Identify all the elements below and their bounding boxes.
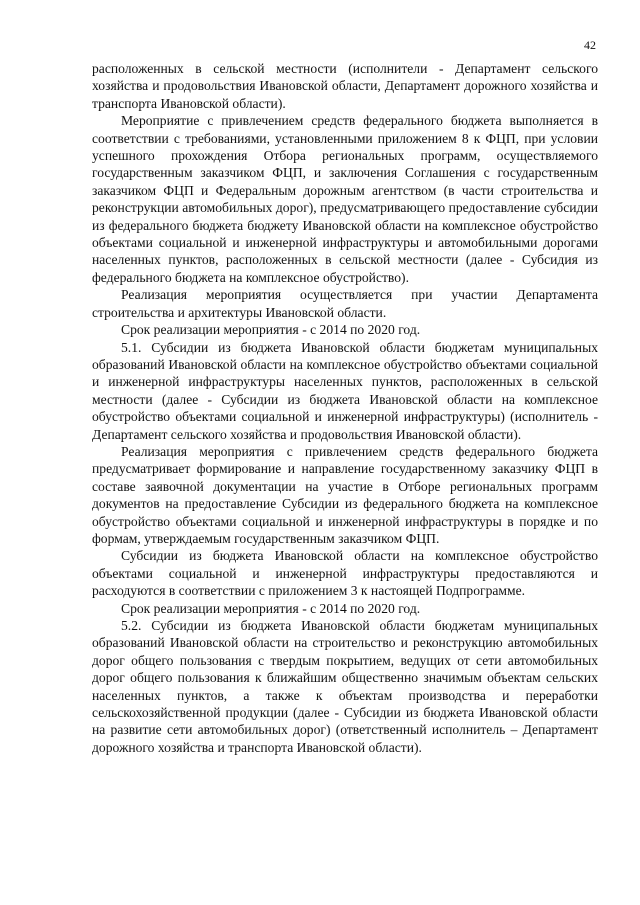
paragraph: Срок реализации мероприятия - с 2014 по 2020 год. <box>121 322 421 338</box>
paragraph: 5.1. Субсидии из бюджета Ивановской области бюджетам муниципальных образований Ивановской области на комплексное обустройство объектами социальной и инженерной инфраструктуры населенных пунктов, расположенных в сельской местности (далее - Субсидии из бюджета Ивановской области на комплексное обустройство объектами социальной и инженерной инфраструктуры) (исполнитель - Департамент сельского хозяйства и продовольствия Ивановской области). <box>92 339 598 442</box>
paragraph: Реализация мероприятия осуществляется при участии Департамента строительства и архитектуры Ивановской области. <box>92 287 598 320</box>
document-body <box>92 60 598 756</box>
paragraph: Мероприятие с привлечением средств федерального бюджета выполняется в соответствии с требованиями, установленными приложением 8 к ФЦП, при условии успешного прохождения Отбора региональных программ, осуществляемого государственным заказчиком ФЦП, и заключения Соглашения с государственным заказчиком ФЦП и Федеральным дорожным агентством (в части строительства и реконструкции автомобильных дорог), предусматривающего предоставление субсидии из федерального бюджета бюджету Ивановской области на комплексное обустройство объектами социальной и инженерной инфраструктуры и автомобильными дорогами населенных пунктов, расположенных в сельской местности (далее - Субсидия из федерального бюджета на комплексное обустройство). <box>92 113 598 285</box>
paragraph: Реализация мероприятия с привлечением средств федерального бюджета предусматривает формирование и направление государственному заказчику ФЦП в составе заявочной документации на участие в Отборе региональных программ документов на предоставление Субсидии из федерального бюджета на комплексное обустройство объектами социальной и инженерной инфраструктуры в порядке и по формам, утверждаемым государственным заказчиком ФЦП. <box>92 443 598 546</box>
paragraph: Субсидии из бюджета Ивановской области на комплексное обустройство объектами социальной и инженерной инфраструктуры предоставляются и расходуются в соответствии с приложением 3 к настоящей Подпрограмме. <box>92 548 598 599</box>
paragraph: 5.2. Субсидии из бюджета Ивановской области бюджетам муниципальных образований Ивановской области на строительство и реконструкцию автомобильных дорог общего пользования с твердым покрытием, ведущих от сети автомобильных дорог общего пользования к ближайшим общественно значимым объектам сельских населенных пунктов, а также к объектам производства и переработки сельскохозяйственной продукции (далее - Субсидии из бюджета Ивановской области на развитие сети автомобильных дорог) (ответственный исполнитель – Департамент дорожного хозяйства и транспорта Ивановской области). <box>92 618 598 755</box>
paragraph: расположенных в сельской местности (исполнители - Департамент сельского хозяйства и продовольствия Ивановской области, Департамент дорожного хозяйства и транспорта Ивановской области). <box>92 61 598 111</box>
page-number: 42 <box>584 38 596 52</box>
paragraph: Срок реализации мероприятия - с 2014 по 2020 год. <box>121 600 421 616</box>
